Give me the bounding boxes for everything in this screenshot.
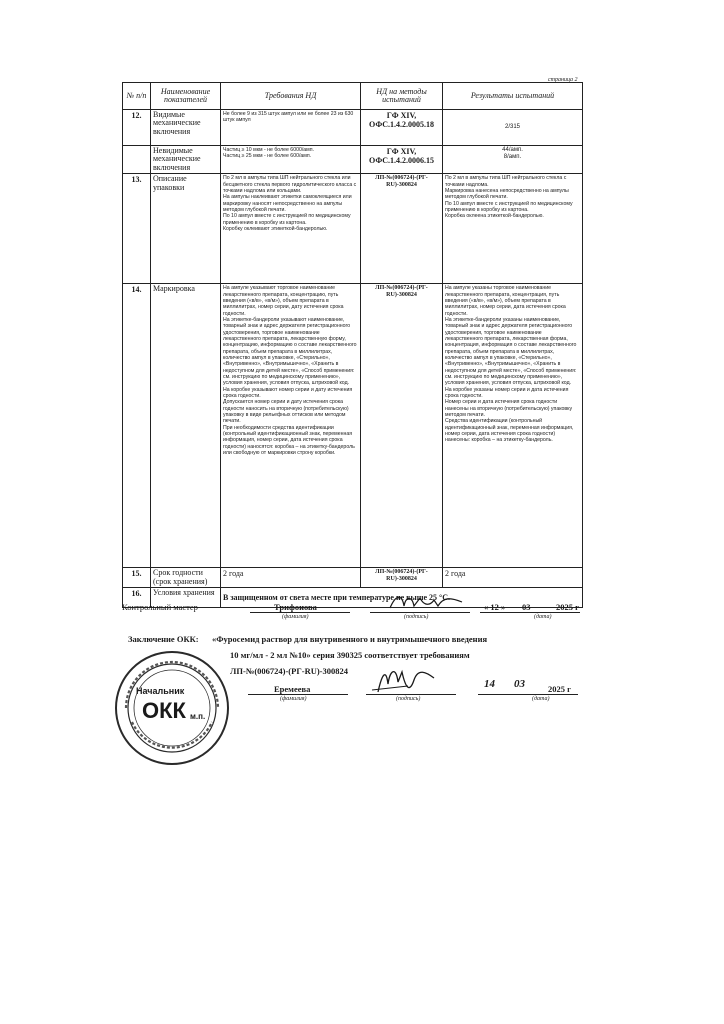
controller-name-caption: (фамилия) (282, 614, 309, 620)
row-result: 2 года (443, 568, 583, 588)
controller-signature (386, 592, 466, 614)
date1-line (480, 612, 580, 613)
row-method: ГФ XIV, ОФС.1.4.2.0006.15 (361, 146, 443, 174)
row-requirement: На ампуле указывают торговое наименование лекарственного препарата, концентрацию, путь введения («в/в», «в/м»), объем препарата в миллилитрах, номер серии, дату истечения срока годности. На этикетке-бандероли указывают наименование, товарный знак и адрес держателя регистрационного удостоверения, торговое наименование лекарственного препарата, лекарственную форму, концентрацию, информацию о составе лекарственного препарата, объем препарата в миллилитрах, количество ампул в упаковке, «Стерильно», «Внутривенно», «Внутримышечно», «Хранить в недоступном для детей месте», «Способ применения: см. инструкцию по медицинскому применению», условия хранения, условия отпуска, штриховой код. На коробке указывают номер серии и дату истечения срока годности. Допускается номер серии и дату истечения срока годности наносить на вторичную (потребительскую) упаковку в виде рельефных оттисков или методом печати. При необходимости средства идентификации (контрольный идентификационный знак, переменная информация, номер серии, дата истечения срока годности) наносятся: коробка – на этикетку-бандероль или свободную от маркировки строну коробки. (221, 284, 361, 568)
date1-day: « 12 » (484, 602, 506, 612)
table-row (123, 568, 583, 588)
head-name: Еремеева (274, 684, 311, 694)
date1-month: 03 (522, 602, 531, 612)
date2-month: 03 (514, 678, 525, 690)
head-sign-caption: (подпись) (396, 696, 421, 702)
row-result: По 2 мл в ампулы типа ШП нейтрального стекла с точками надлома. Маркировка нанесена непосредственно на ампулы методом глубокой печати. По 10 ампул вместе с инструкцией по медицинскому применению в коробку из картона. Коробка оклеена этикеткой-бандеролью. (443, 174, 583, 284)
table-row (123, 110, 583, 146)
row-name: Невидимые механические включения (151, 146, 221, 174)
row-method: ГФ XIV, ОФС.1.4.2.0005.18 (361, 110, 443, 146)
row-requirement: 2 года (221, 568, 361, 588)
row-num: 16. (123, 588, 151, 608)
row-requirement: По 2 мл в ампулы типа ШП нейтрального стекла или бесцветного стекла первого гидролитического класса с точками надлома или кольцами. На ампулы наклеивают этикетки самоклеящиеся или маркировку наносят непосредственно на ампулы методом глубокой печати. По 10 ампул вместе с инструкцией по медицинскому применению в коробку из картона. Коробку оклеивают этикеткой-бандеролью. (221, 174, 361, 284)
row-name: Видимые механические включения (151, 110, 221, 146)
conclusion-line2: 10 мг/мл - 2 мл №10» серия 390325 соответствует требованиям (230, 650, 470, 660)
head-name-line (248, 694, 348, 695)
date2-day: 14 (484, 678, 495, 690)
header-methods: НД на методы испытаний (361, 83, 443, 110)
head-signature (368, 664, 438, 698)
row-name: Срок годности (срок хранения) (151, 568, 221, 588)
row-num: 13. (123, 174, 151, 284)
date1-caption: (дата) (534, 614, 552, 620)
row-method: ЛП-№(006724)-(РГ-RU)-300824 (361, 568, 443, 588)
row-num: 12. (123, 110, 151, 146)
date2-line (478, 694, 578, 695)
conclusion-line3: ЛП-№(006724)-(РГ-RU)-300824 (230, 666, 349, 676)
row-result: 44/амп. 8/амп. (443, 146, 583, 174)
controller-name: Трифонова (274, 602, 317, 612)
row-num: 14. (123, 284, 151, 568)
conclusion-label: Заключение ОКК: (128, 634, 199, 644)
page-label: страница 2 (548, 77, 578, 83)
row-result: На ампуле указаны торговое наименование лекарственного препарата, концентрация, путь введения («в/в», «в/м»), объем препарата в миллилитрах, номер серии, дата истечения срока годности. На этикетке-бандероли указаны наименование, товарный знак и адрес держателя регистрационного удостоверения, торговое наименование лекарственного препарата, лекарственная форма, концентрация, информация о составе лекарственного препарата, объем препарата в миллилитрах, количество ампул в упаковке, «Стерильно», «Внутривенно», «Внутримышечно», «Хранить в недоступном для детей месте», «Способ применения: см. инструкцию по медицинскому применению», условия хранения, условия отпуска, штриховой код. На коробке указаны номер серии и дата истечения срока годности. Номер серии и дата истечения срока годности нанесены на вторичную (потребительскую) упаковку методом печати. Средства идентификации (контрольный идентификационный знак, переменная информация, номер серии, дата истечения срока годности) нанесены: коробка – на этикетку-бандероль. (443, 284, 583, 568)
row-requirement: Не более 9 из 315 штук ампул или не более 23 из 630 штук ампул (221, 110, 361, 146)
stamp-center-text: ОКК (142, 698, 186, 723)
row-result: 2/315 (443, 110, 583, 146)
table-header-row (123, 83, 583, 110)
row-name: Описание упаковки (151, 174, 221, 284)
row-method: ЛП-№(006724)-(РГ-RU)-300824 (361, 174, 443, 284)
okk-stamp (112, 648, 232, 768)
controller-label: Контрольный мастер (122, 602, 198, 612)
test-results-table (122, 82, 583, 608)
head-date-caption: (дата) (532, 696, 550, 702)
controller-sign-line (370, 612, 470, 613)
row-method: ЛП-№(006724)-(РГ-RU)-300824 (361, 284, 443, 568)
header-requirements: Требования НД (221, 83, 361, 110)
header-results: Результаты испытаний (443, 83, 583, 110)
header-name: Наименование показателей (151, 83, 221, 110)
controller-sign-caption: (подпись) (404, 614, 429, 620)
row-num: 15. (123, 568, 151, 588)
controller-name-line (250, 612, 350, 613)
conclusion-line1: «Фуросемид раствор для внутривенного и внутримышечного введения (212, 634, 488, 644)
stamp-top-text: Начальник (136, 686, 185, 696)
table-row (123, 284, 583, 568)
date1-year: 2025 г (556, 602, 579, 612)
table-row (123, 174, 583, 284)
header-num: № п/п (123, 83, 151, 110)
head-name-caption: (фамилия) (280, 696, 307, 702)
row-name: Условия хранения (151, 588, 221, 608)
row-num (123, 146, 151, 174)
row-storage-conditions: В защищенном от света месте при температуре не выше 25 °С. (221, 588, 583, 608)
row-name: Маркировка (151, 284, 221, 568)
table-row (123, 146, 583, 174)
date2-year: 2025 г (548, 684, 571, 694)
row-requirement: Частиц ≥ 10 мкм - не более 6000/амп. Частиц ≥ 25 мкм - не более 600/амп. (221, 146, 361, 174)
head-sign-line (366, 694, 456, 695)
stamp-suffix-text: м.п. (190, 712, 206, 721)
